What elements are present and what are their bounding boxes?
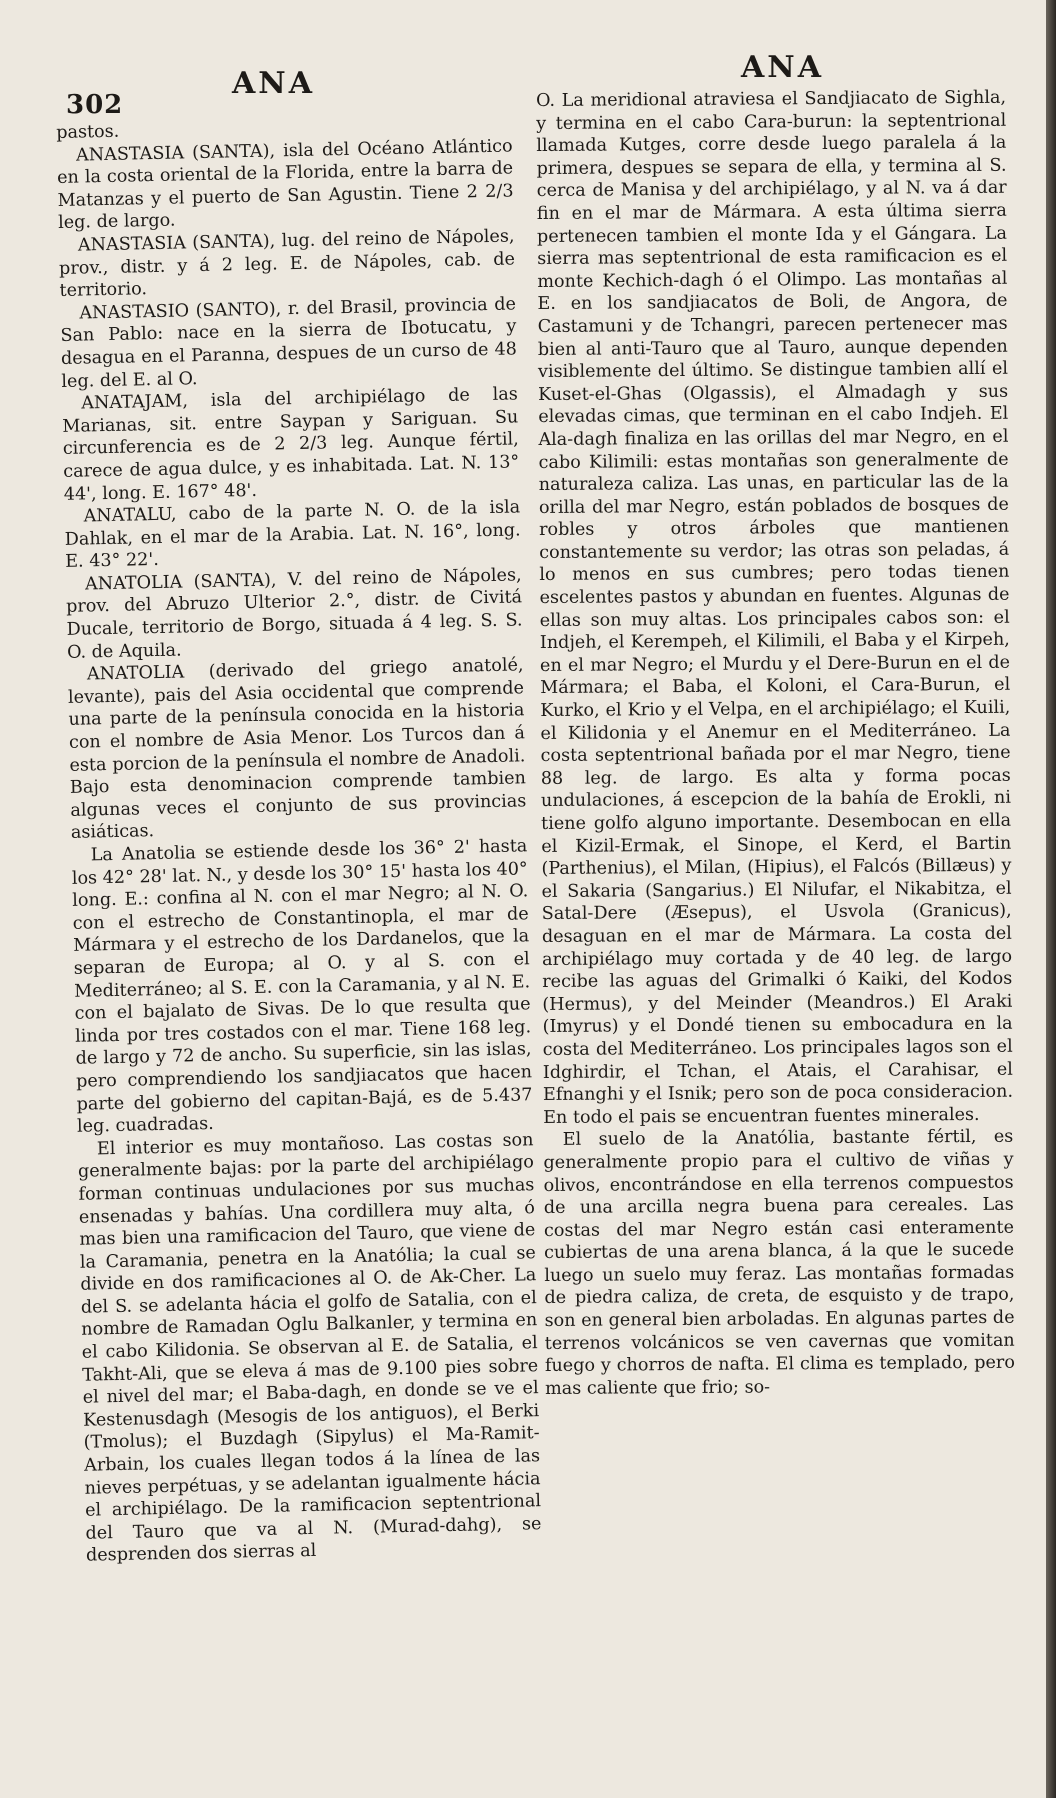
entry-anastasia-lugar: ANASTASIA (SANTA), lug. del reino de Nápoles, prov., distr. y á 2 leg. E. de Nápoles, cab. de territorio.: [58, 226, 516, 302]
paragraph: La Anatolia se estiende desde los 36° 2' hasta los 42° 28' lat. N., y desde los 30° 15' hasta los 40° long. E.: confina al N. con el mar Negro; al N. O. con el estrecho de Constantinopla, el mar de Mármara y el estrecho de los Dardanelos, que la separan de Europa; al O. y al S. con el Mediterráneo; al S. E. con la Caramania, y al N. E. con el bajalato de Sivas. De lo que resulta que linda por tres costados con el mar. Tiene 168 leg. de largo y 72 de ancho. Su superficie, sin las islas, pero comprendiendo los sandjiacatos que hacen parte del gobierno del capitan-Bajá, es de 5.437 leg. cuadradas.: [71, 836, 533, 1137]
entry-anatolia-pais: ANATOLIA (derivado del griego anatolé, levante), pais del Asia occidental que comprende una parte de la península conocida en la historia con el nombre de Asia Menor. Los Turcos dan á esta porcion de la península el nombre de Anadoli. Bajo esta denominacion comprende tambien algunas veces el conjunto de sus provincias asiáticas.: [67, 655, 527, 844]
right-text-column: [536, 87, 1015, 1401]
book-spine-shadow: [1046, 0, 1056, 1798]
entry-anatolia-villa: ANATOLIA (SANTA), V. del reino de Nápoles, prov. del Abruzo Ulterior 2.°, distr. de Civitá Ducale, territorio de Borgo, situada á 4 leg. S. S. O. de Aquila.: [65, 565, 523, 663]
entry-anastasia-isla: ANASTASIA (SANTA), isla del Océano Atlántico en la costa oriental de la Florida, entre la barra de Matanzas y el puerto de San Agustin. Tiene 2 2/3 leg. de largo.: [56, 136, 514, 234]
running-head-left: ANA: [232, 66, 315, 101]
paragraph: O. La meridional atraviesa el Sandjiacato de Sighla, y termina en el cabo Cara-burun: la septentrional llamada Kutges, corre desde luego paralela á la primera, despues se separa de ella, y termina al S. cerca de Manisa y del archipiélago, y al N. va á dar fin en el mar de Mármara. A esta última sierra pertenecen tambien el monte Ida y el Gángara. La sierra mas septentrional de esta ramificacion es el monte Kechich-dagh ó el Olimpo. Las montañas al E. en los sandjiacatos de Boli, de Angora, de Castamuni y de Tchangri, parecen pertenecer mas bien al anti-Tauro que al Tauro, aunque dependen visiblemente del último. Se distingue tambien allí el Kuset-el-Ghas (Olgassis), el Almadagh y sus elevadas cimas, que terminan en el cabo Indjeh. El Ala-dagh finaliza en las orillas del mar Negro, en el cabo Kilimili: estas montañas son generalmente de naturaleza caliza. Las unas, en particular las de la orilla del mar Negro, están poblados de bosques de robles y otros árboles que mantienen constantemente su verdor; las otras son peladas, á lo menos en sus cumbres; pero todas tienen escelentes pastos y abundan en fuentes. Algunas de ellas son muy altas. Los principales cabos son: el Indjeh, el Kerempeh, el Kilimili, el Baba y el Kirpeh, en el mar Negro; el Murdu y el Dere-Burun en el de Mármara; el Baba, el Koloni, el Cara-Burun, el Kurko, el Krio y el Velpa, en el archipiélago; el Kuili, el Kilidonia y el Anemur en el Mediterráneo. La costa septentrional bañada por el mar Negro, tiene 88 leg. de largo. Es alta y forma pocas undulaciones, á escepcion de la bahía de Erokli, ni tiene golfo alguno importante. Desembocan en ella el Kizil-Ermak, el Sinope, el Kerd, el Bartin (Parthenius), el Milan, (Hipius), el Falcós (Billæus) y el Sakaria (Sangarius.) El Nilufar, el Nikabitza, el Satal-Dere (Æsepus), el Usvola (Granicus), desaguan en el mar de Mármara. La costa del archipiélago muy cortada y de 40 leg. de largo recibe las aguas del Grimalki ó Kaiki, del Kodos (Hermus), y del Meinder (Meandros.) El Araki (Imyrus) y el Dondé tienen su embocadura en la costa del Mediterráneo. Los principales lagos son el Idghirdir, el Tchan, el Atais, el Carahisar, el Efnanghi y el Isnik; pero son de poca consideracion. En todo el pais se encuentran fuentes minerales.: [536, 87, 1014, 1128]
entry-anatajam: ANATAJAM, isla del archipiélago de las Marianas, sit. entre Saypan y Sariguan. Su circunferencia es de 2 2/3 leg. Aunque fértil, carece de agua dulce, y es inhabitada. Lat. N. 13° 44', long. E. 167° 48'.: [62, 384, 520, 505]
left-text-column: [56, 112, 542, 1567]
paragraph: El suelo de la Anatólia, bastante fértil, es generalmente propio para el cultivo de viñas y olivos, encontrándose en ella terrenos compuestos de una arcilla negra buena para cereales. Las costas del mar Negro están casi enteramente cubiertas de una arena blanca, á la que le sucede luego un suelo muy feraz. Las montañas formadas de piedra caliza, de creta, de esquisto y de trapo, son en general bien arboladas. En algunas partes de terrenos volcánicos se ven cavernas que vomitan fuego y chorros de nafta. El clima es templado, pero mas caliente que frio; so-: [543, 1127, 1015, 1399]
paragraph: El interior es muy montañoso. Las costas son generalmente bajas: por la parte del archipiélago forman continuas undulaciones por sus muchas ensenadas y bahías. Una cordillera muy alta, ó mas bien una ramificacion del Tauro, que viene de la Caramania, penetra en la Anatólia; la cual se divide en dos ramificaciones al O. de Ak-Cher. La del S. se adelanta hácia el golfo de Satalia, con el nombre de Ramadan Oglu Balkanler, y termina en el cabo Kilidonia. Se observan al E. de Satalia, el Takht-Ali, que se eleva á mas de 9.100 pies sobre el nivel del mar; el Baba-dagh, en donde se ve el Kestenusdagh (Mesogis de los antiguos), el Berki (Tmolus); el Buzdagh (Sipylus) el Ma-Ramit-Arbain, los cuales llegan todos á la línea de las nieves perpétuas, y se adelantan igualmente hácia el archipiélago. De la ramificacion septentrional del Tauro que va al N. (Murad-dahg), se desprenden dos sierras al: [77, 1129, 542, 1567]
entry-anastasio: ANASTASIO (SANTO), r. del Brasil, provincia de San Pablo: nace en la sierra de Ibotucatu, y desagua en el Paranna, despues de un curso de 48 leg. del E. al O.: [60, 294, 518, 392]
entry-anatalu: ANATALU, cabo de la parte N. O. de la isla Dahlak, en el mar de la Arabia. Lat. N. 16°, long. E. 43° 22'.: [64, 497, 521, 573]
page-number: 302: [66, 90, 124, 120]
running-head-right: ANA: [741, 50, 824, 85]
paragraph: pastos.: [56, 121, 120, 143]
